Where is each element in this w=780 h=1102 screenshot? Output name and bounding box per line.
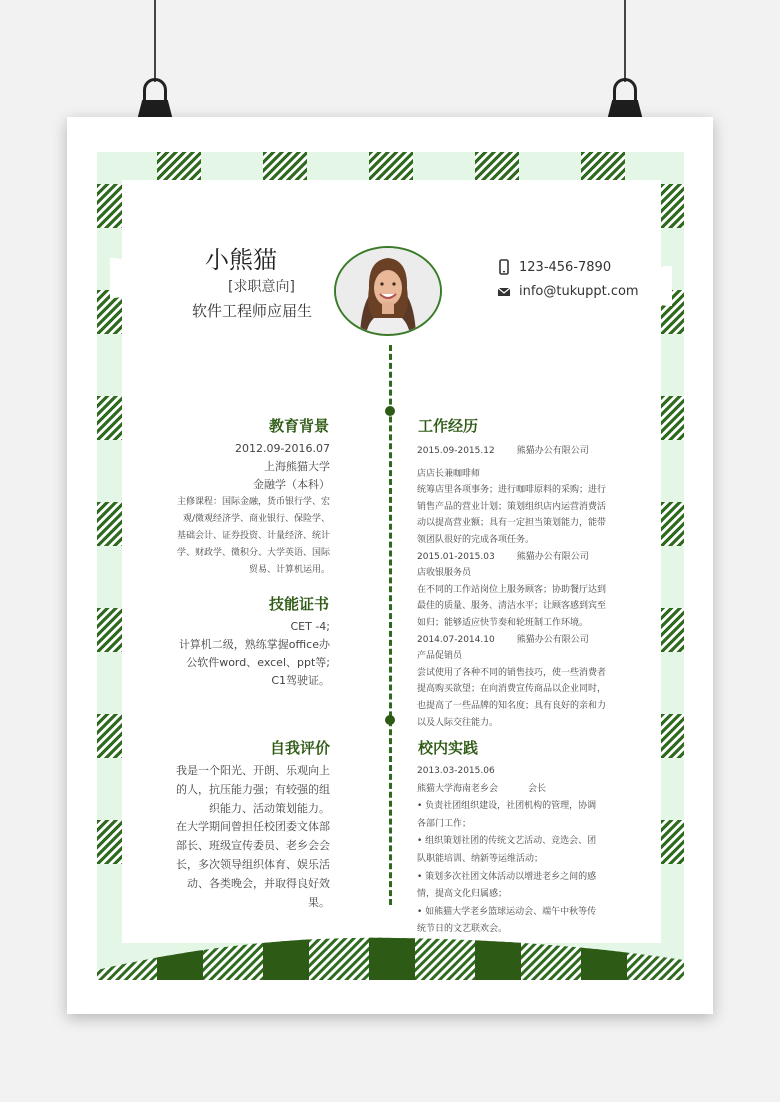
hanging-wire-right xyxy=(624,0,626,82)
campus-item: • 策划多次社团文体活动以增进老乡之间的感 xyxy=(417,871,597,882)
section-title-skills: 技能证书 xyxy=(269,595,330,613)
section-title-education: 教育背景 xyxy=(269,417,330,435)
campus-period: 2013.03-2015.06 xyxy=(417,766,495,776)
phone-contact xyxy=(497,259,611,275)
timeline-line xyxy=(389,345,392,905)
phone-number: 123-456-7890 xyxy=(519,259,612,275)
campus-item: • 组织策划社团的传统文艺活动、竞选会、团 xyxy=(417,836,597,847)
campus-item: • 如熊猫大学老乡篮球运动会、端午中秋等传 xyxy=(417,906,597,917)
email-address: info@tukuppt.com xyxy=(519,284,639,299)
education-block xyxy=(160,440,330,494)
job-intent-label: [求职意向] xyxy=(228,279,295,295)
work-item-3-header: 2014.07-2014.10 熊猫办公有限公司 xyxy=(417,634,589,645)
education-school: 上海熊猫大学 xyxy=(264,460,330,473)
hanging-wire-left xyxy=(154,0,156,82)
campus-block: 2013.03-2015.06 熊猫大学海南老乡会 会长 • 负责社团组织建设，社团机构的管理，协调 各部门工作； • 组织策划社团的传统文艺活动、竞选会、团 队职能培训、纳新等运维活动； • 策划多次社团文体活动以增进老乡之间的感 情，提高文化归属感； • 如熊猫大学老乡篮球运动会、端午中秋等传 统节日的文艺联欢会。 xyxy=(417,763,627,939)
job-intent-role: 软件工程师应届生 xyxy=(192,302,313,320)
work-item-2-position: 店收银服务员 xyxy=(417,568,472,579)
work-item-1-header: 2015.09-2015.12 熊猫办公有限公司 xyxy=(417,446,589,456)
campus-item: • 负责社团组织建设，社团机构的管理，协调 xyxy=(417,801,597,812)
email-icon xyxy=(497,286,511,298)
candidate-name: 小熊猫 xyxy=(205,246,277,274)
profile-photo xyxy=(334,246,442,336)
education-courses: 主修课程：国际金融，货币银行学、宏 观/微观经济学、商业银行、保险学、 基础会计、证券投资、计量经济、统计 学、财政学、微积分、大学英语、国际 贸易、计算机运用。 xyxy=(176,497,330,575)
self-evaluation-block: 我是一个阳光、开朗、乐观向上 的人，抗压能力强；有较强的组 织能力、活动策划能力。 在大学期间曾担任校团委文体部 部长、班级宣传委员、老乡会会 长，多次领导组织体育、娱乐活 动、各类晚会，并取得良好效 果。 xyxy=(176,764,330,909)
work-item-2-header: 2015.01-2015.03 熊猫办公有限公司 xyxy=(417,551,589,562)
work-block: 2015.09-2015.12 熊猫办公有限公司 店店长兼咖啡师 统筹店里各项事务；进行咖啡原料的采购；进行 销售产品的营业计划；策划组织店内运营消费活 动以提高营业额；具有一定担当策划能力，能带 领团队很好的完成各项任务。 2015.01-2015.03 熊猫办公有限公司 店收银服务员 在不同的工作站岗位上服务顾客；协助餐厅达到 最佳的质量、服务、清洁水平；让顾客感到宾至 如归；能够适应快节奏和轮班制工作环境。 2014.07-2014.10 熊猫办公有限公司 产品促销员 尝试使用了各种不同的销售技巧，使一些消费者 提高购买欲望；在向消费宣传商品以企业同时， 也提高了一些品牌的知名度；具有良好的亲和力 以及人际交往能力。 xyxy=(417,443,627,731)
section-title-self-evaluation: 自我评价 xyxy=(270,739,331,757)
section-title-work: 工作经历 xyxy=(418,417,479,435)
work-item-3-position: 产品促销员 xyxy=(417,651,463,662)
timeline-dot-bottom xyxy=(385,715,395,725)
person-portrait-icon xyxy=(336,248,440,334)
campus-role: 熊猫大学海南老乡会 会长 xyxy=(417,783,547,794)
education-major: 金融学（本科） xyxy=(253,478,330,491)
phone-icon xyxy=(497,259,511,275)
skills-block: CET -4; 计算机二级，熟练掌握office办 公软件word、excel、ppt等; C1驾驶证。 xyxy=(178,620,330,687)
email-contact xyxy=(497,284,639,299)
timeline-dot-top xyxy=(385,406,395,416)
section-title-campus: 校内实践 xyxy=(418,739,479,757)
work-item-1-position: 店店长兼咖啡师 xyxy=(417,468,481,479)
education-period: 2012.09-2016.07 xyxy=(235,442,330,455)
